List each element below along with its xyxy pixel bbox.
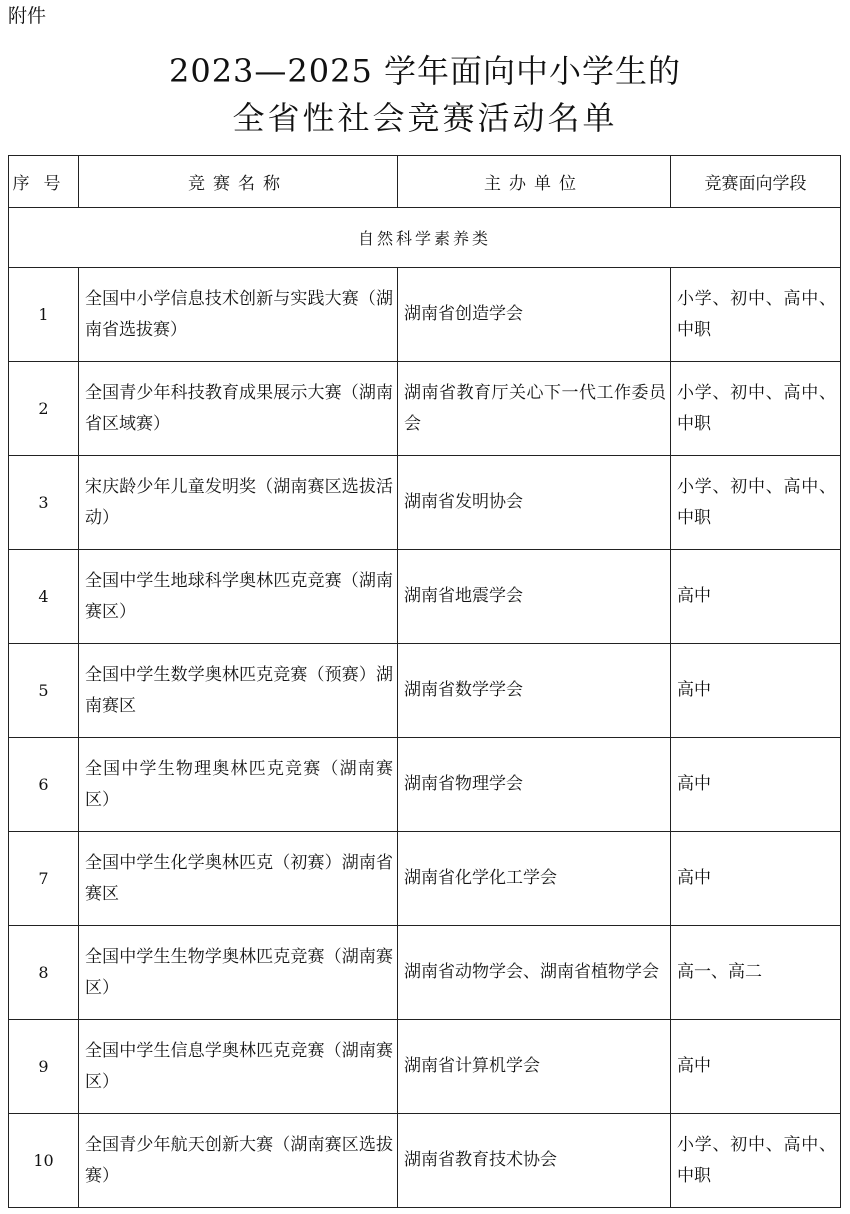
- competition-name-cell: 全国中学生生物学奥林匹克竞赛（湖南赛区）: [79, 926, 398, 1020]
- competition-name-cell: 全国中小学信息技术创新与实践大赛（湖南省选拔赛）: [79, 268, 398, 362]
- row-number: 6: [9, 738, 79, 832]
- level-cell: 小学、初中、高中、中职: [671, 456, 841, 550]
- organizer-cell: 湖南省发明协会: [398, 456, 671, 550]
- competition-table: [8, 155, 841, 1208]
- table-header-row: [9, 156, 841, 208]
- level-cell: 小学、初中、高中、中职: [671, 362, 841, 456]
- organizer-cell: 湖南省教育技术协会: [398, 1114, 671, 1208]
- level-cell: 高中: [671, 738, 841, 832]
- row-number: 7: [9, 832, 79, 926]
- organizer-cell: 湖南省计算机学会: [398, 1020, 671, 1114]
- row-number: 2: [9, 362, 79, 456]
- page-title-line-2: 全省性社会竞赛活动名单: [232, 99, 618, 137]
- competition-name-cell: 全国中学生化学奥林匹克（初赛）湖南省赛区: [79, 832, 398, 926]
- competition-name-cell: 全国中学生信息学奥林匹克竞赛（湖南赛区）: [79, 1020, 398, 1114]
- competition-name-cell: 全国中学生地球科学奥林匹克竞赛（湖南赛区）: [79, 550, 398, 644]
- level-cell: 高中: [671, 1020, 841, 1114]
- row-number: 9: [9, 1020, 79, 1114]
- row-number: 10: [9, 1114, 79, 1208]
- table-row: [9, 1020, 841, 1114]
- header-level: 竞赛面向学段: [671, 156, 841, 208]
- organizer-cell: 湖南省动物学会、湖南省植物学会: [398, 926, 671, 1020]
- organizer-cell: 湖南省化学化工学会: [398, 832, 671, 926]
- organizer-cell: 湖南省物理学会: [398, 738, 671, 832]
- page-title-line-1: 2023—2025 学年面向中小学生的: [168, 52, 682, 90]
- table-row: [9, 738, 841, 832]
- row-number: 5: [9, 644, 79, 738]
- table-row: [9, 1114, 841, 1208]
- table-row: [9, 362, 841, 456]
- header-organizer: 主办单位: [398, 156, 671, 208]
- header-seq: 序号: [9, 156, 79, 208]
- table-row: [9, 926, 841, 1020]
- table-row: [9, 268, 841, 362]
- category-label: 自然科学素养类: [9, 208, 841, 268]
- level-cell: 小学、初中、高中、中职: [671, 1114, 841, 1208]
- row-number: 4: [9, 550, 79, 644]
- category-row: [9, 208, 841, 268]
- level-cell: 高一、高二: [671, 926, 841, 1020]
- organizer-cell: 湖南省教育厅关心下一代工作委员会: [398, 362, 671, 456]
- header-competition-name: 竞赛名称: [79, 156, 398, 208]
- organizer-cell: 湖南省地震学会: [398, 550, 671, 644]
- competition-name-cell: 全国青少年航天创新大赛（湖南赛区选拔赛）: [79, 1114, 398, 1208]
- row-number: 1: [9, 268, 79, 362]
- row-number: 3: [9, 456, 79, 550]
- table-row: [9, 550, 841, 644]
- competition-name-cell: 全国青少年科技教育成果展示大赛（湖南省区域赛）: [79, 362, 398, 456]
- organizer-cell: 湖南省创造学会: [398, 268, 671, 362]
- table-row: [9, 456, 841, 550]
- level-cell: 小学、初中、高中、中职: [671, 268, 841, 362]
- level-cell: 高中: [671, 644, 841, 738]
- table-row: [9, 644, 841, 738]
- competition-name-cell: 全国中学生物理奥林匹克竞赛（湖南赛区）: [79, 738, 398, 832]
- level-cell: 高中: [671, 550, 841, 644]
- competition-name-cell: 全国中学生数学奥林匹克竞赛（预赛）湖南赛区: [79, 644, 398, 738]
- organizer-cell: 湖南省数学学会: [398, 644, 671, 738]
- attachment-label: 附件: [8, 5, 47, 27]
- table-row: [9, 832, 841, 926]
- level-cell: 高中: [671, 832, 841, 926]
- row-number: 8: [9, 926, 79, 1020]
- competition-name-cell: 宋庆龄少年儿童发明奖（湖南赛区选拔活动）: [79, 456, 398, 550]
